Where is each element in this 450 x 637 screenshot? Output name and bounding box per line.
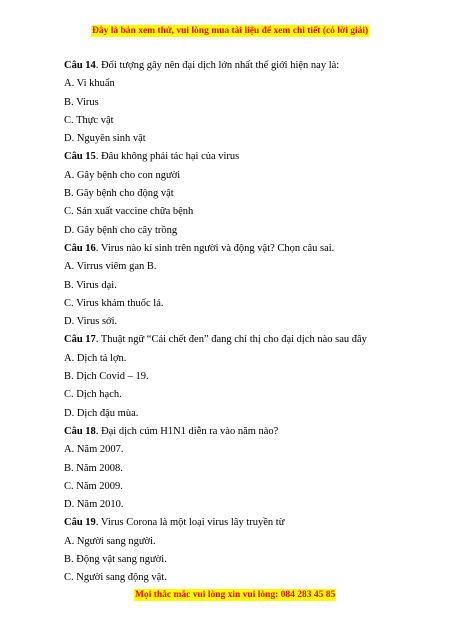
option-d: D. Nguyên sinh vật [64, 133, 146, 145]
question-text: . Thuật ngữ “Cái chết đen” đang chỉ thị cho đại dịch nào sau đây [95, 334, 367, 346]
option-c: C. Sản xuất vaccine chữa bệnh [64, 206, 194, 218]
option-d: D. Gây bệnh cho cây trồng [64, 224, 178, 236]
option-a: A. Gây bệnh cho con người [64, 169, 181, 181]
question-text: . Đâu không phải tác hại của virus [95, 151, 240, 163]
option-c: C. Năm 2009. [64, 480, 123, 492]
option-a: A. Năm 2007. [64, 444, 124, 456]
option-b: B. Virus dại. [64, 279, 117, 291]
option-b: B. Năm 2008. [64, 462, 123, 474]
question-number: Câu 16 [64, 242, 96, 254]
option-c: C. Virus khảm thuốc lá. [64, 297, 164, 309]
question-text: . Virus nào kí sinh trên người và động vật? Chọn câu sai. [95, 242, 335, 254]
option-c: C. Thực vật [64, 114, 114, 126]
question-19 [64, 514, 404, 532]
option-d: D. Năm 2010. [64, 499, 124, 511]
option-b: B. Động vật sang người. [64, 554, 167, 566]
option-a: A. Người sang người. [64, 535, 156, 547]
contact-banner: Mọi thắc mắc vui lòng xin vui lòng: 084 283 45 85 [135, 590, 336, 600]
question-16 [64, 240, 404, 258]
option-a: A. Dịch tả lợn. [64, 352, 127, 364]
question-text: . Virus Corona là một loại virus lây truyền từ [95, 517, 285, 529]
option-c: C. Người sang động vật. [64, 572, 167, 584]
preview-notice-banner: Đây là bản xem thử, vui lòng mua tài liệu để xem chi tiết (có lời giải) [92, 26, 369, 36]
question-number: Câu 15 [64, 151, 96, 163]
question-list [64, 57, 404, 588]
question-18 [64, 423, 404, 441]
option-b: B. Dịch Covid – 19. [64, 371, 149, 383]
question-number: Câu 17 [64, 334, 96, 346]
question-15 [64, 148, 404, 166]
option-b: B. Virus [64, 96, 99, 108]
question-number: Câu 14 [64, 60, 96, 71]
option-a: A. Virrus viêm gan B. [64, 261, 157, 273]
option-d: D. Dịch đậu mùa. [64, 407, 139, 419]
question-text: . Đại dịch cúm H1N1 diễn ra vào năm nào? [95, 425, 279, 437]
question-number: Câu 19 [64, 517, 96, 529]
option-c: C. Dịch hạch. [64, 389, 122, 401]
question-number: Câu 18 [64, 425, 96, 437]
question-text: . Đối tượng gây nên đại dịch lớn nhất thế giới hiện nay là: [95, 60, 340, 71]
option-a: A. Vi khuẩn [64, 78, 115, 90]
question-14 [64, 57, 404, 75]
option-b: B. Gây bệnh cho động vật [64, 188, 174, 200]
question-17 [64, 331, 404, 349]
option-d: D. Virus sởi. [64, 316, 118, 328]
